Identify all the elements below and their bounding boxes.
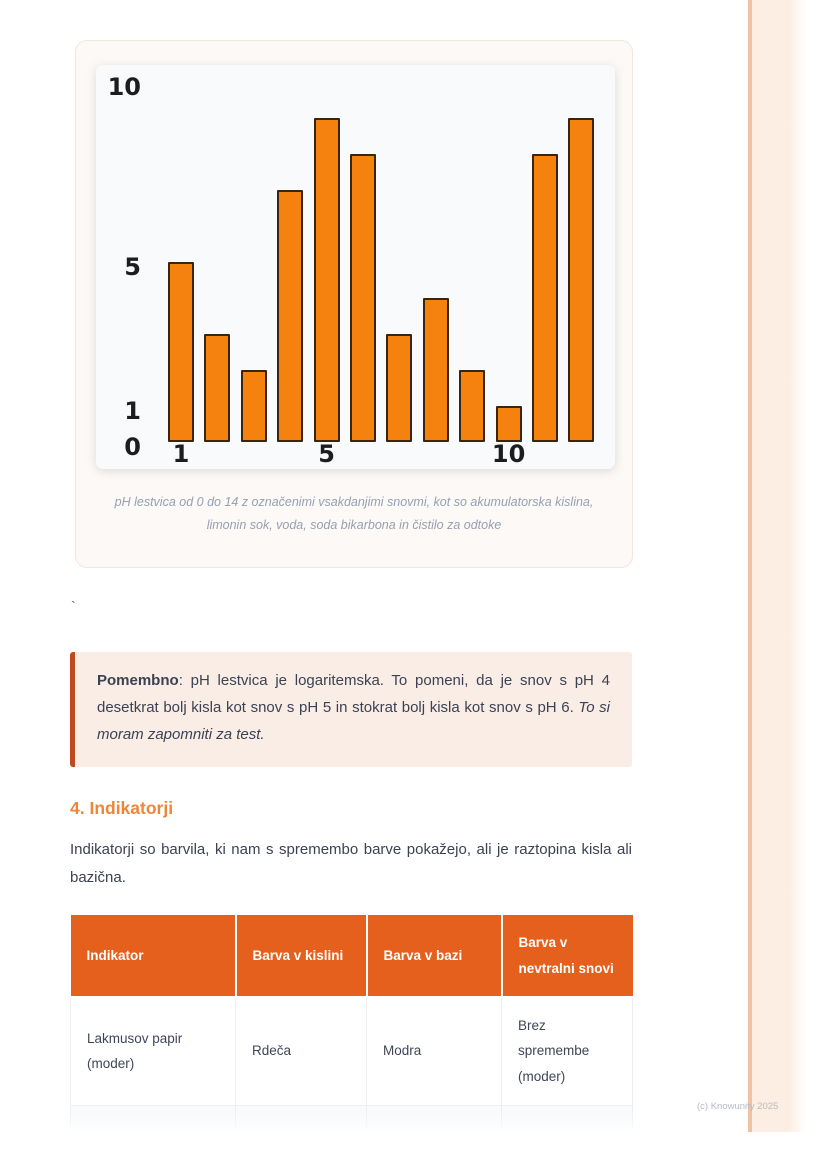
header-cell: Indikator [71,915,236,997]
note-label: Pomembno [97,672,179,689]
header-cell: Barva v kislini [236,915,367,997]
important-note-text [97,667,610,748]
x-axis-tick-5: 5 [318,440,335,468]
header-cell: Barva v bazi [367,915,502,997]
bar-9 [459,370,485,442]
figure-caption: pH lestvica od 0 do 14 z označenimi vsakdanjimi snovmi, kot so akumulatorska kislina, limonin sok, voda, soda bikarbona in čistilo za odtoke [114,495,594,532]
header-row [71,915,633,997]
bar-4 [277,190,303,442]
table-cell: Rdeča [236,997,367,1105]
note-emphasis: To si moram zapomniti za test. [97,699,610,743]
indicator-table-head [71,915,633,997]
bar-1 [168,262,194,442]
bar-11 [532,154,558,442]
bar-7 [386,334,412,442]
indicator-table-body [71,997,633,1131]
bar-5 [314,118,340,442]
ph-bar-chart [96,65,615,469]
section-heading: 4. Indikatorji [70,798,174,818]
stray-backtick-mark: ` [71,598,76,614]
bar-8 [423,298,449,442]
table-cell: Brez spremembe (moder) [502,997,633,1105]
table-cell: Lakmusov papir (moder) [71,997,236,1105]
table-cutoff-fade [60,1114,650,1136]
table-cell: Modra [367,997,502,1105]
bar-12 [568,118,594,442]
table-row [71,997,633,1105]
bar-3 [241,370,267,442]
bar-2 [204,334,230,442]
x-axis-tick-10: 10 [491,440,526,468]
ph-chart-card [75,40,633,568]
y-axis-tick-1: 1 [124,397,141,425]
page-edge-stripe [748,0,806,1132]
copyright-watermark: (c) Knowunity 2025 [697,1101,779,1112]
y-axis-tick-5: 5 [124,253,141,281]
bar-10 [496,406,522,442]
y-axis-tick-0: 0 [124,433,141,461]
bar-6 [350,154,376,442]
header-cell: Barva v nevtralni snovi [502,915,633,997]
y-axis-tick-10: 10 [107,73,141,101]
note-body: : pH lestvica je logaritemska. To pomeni, da je snov s pH 4 desetkrat bolj kisla kot snov s pH 5 in stokrat bolj kisla kot snov s pH 6. [97,672,610,716]
x-axis-tick-1: 1 [172,440,190,468]
section-paragraph: Indikatorji so barvila, ki nam s spremembo barve pokažejo, ali je raztopina kisla ali bazična. [70,841,632,886]
indicator-table [70,915,633,1131]
important-note-box [70,652,632,767]
